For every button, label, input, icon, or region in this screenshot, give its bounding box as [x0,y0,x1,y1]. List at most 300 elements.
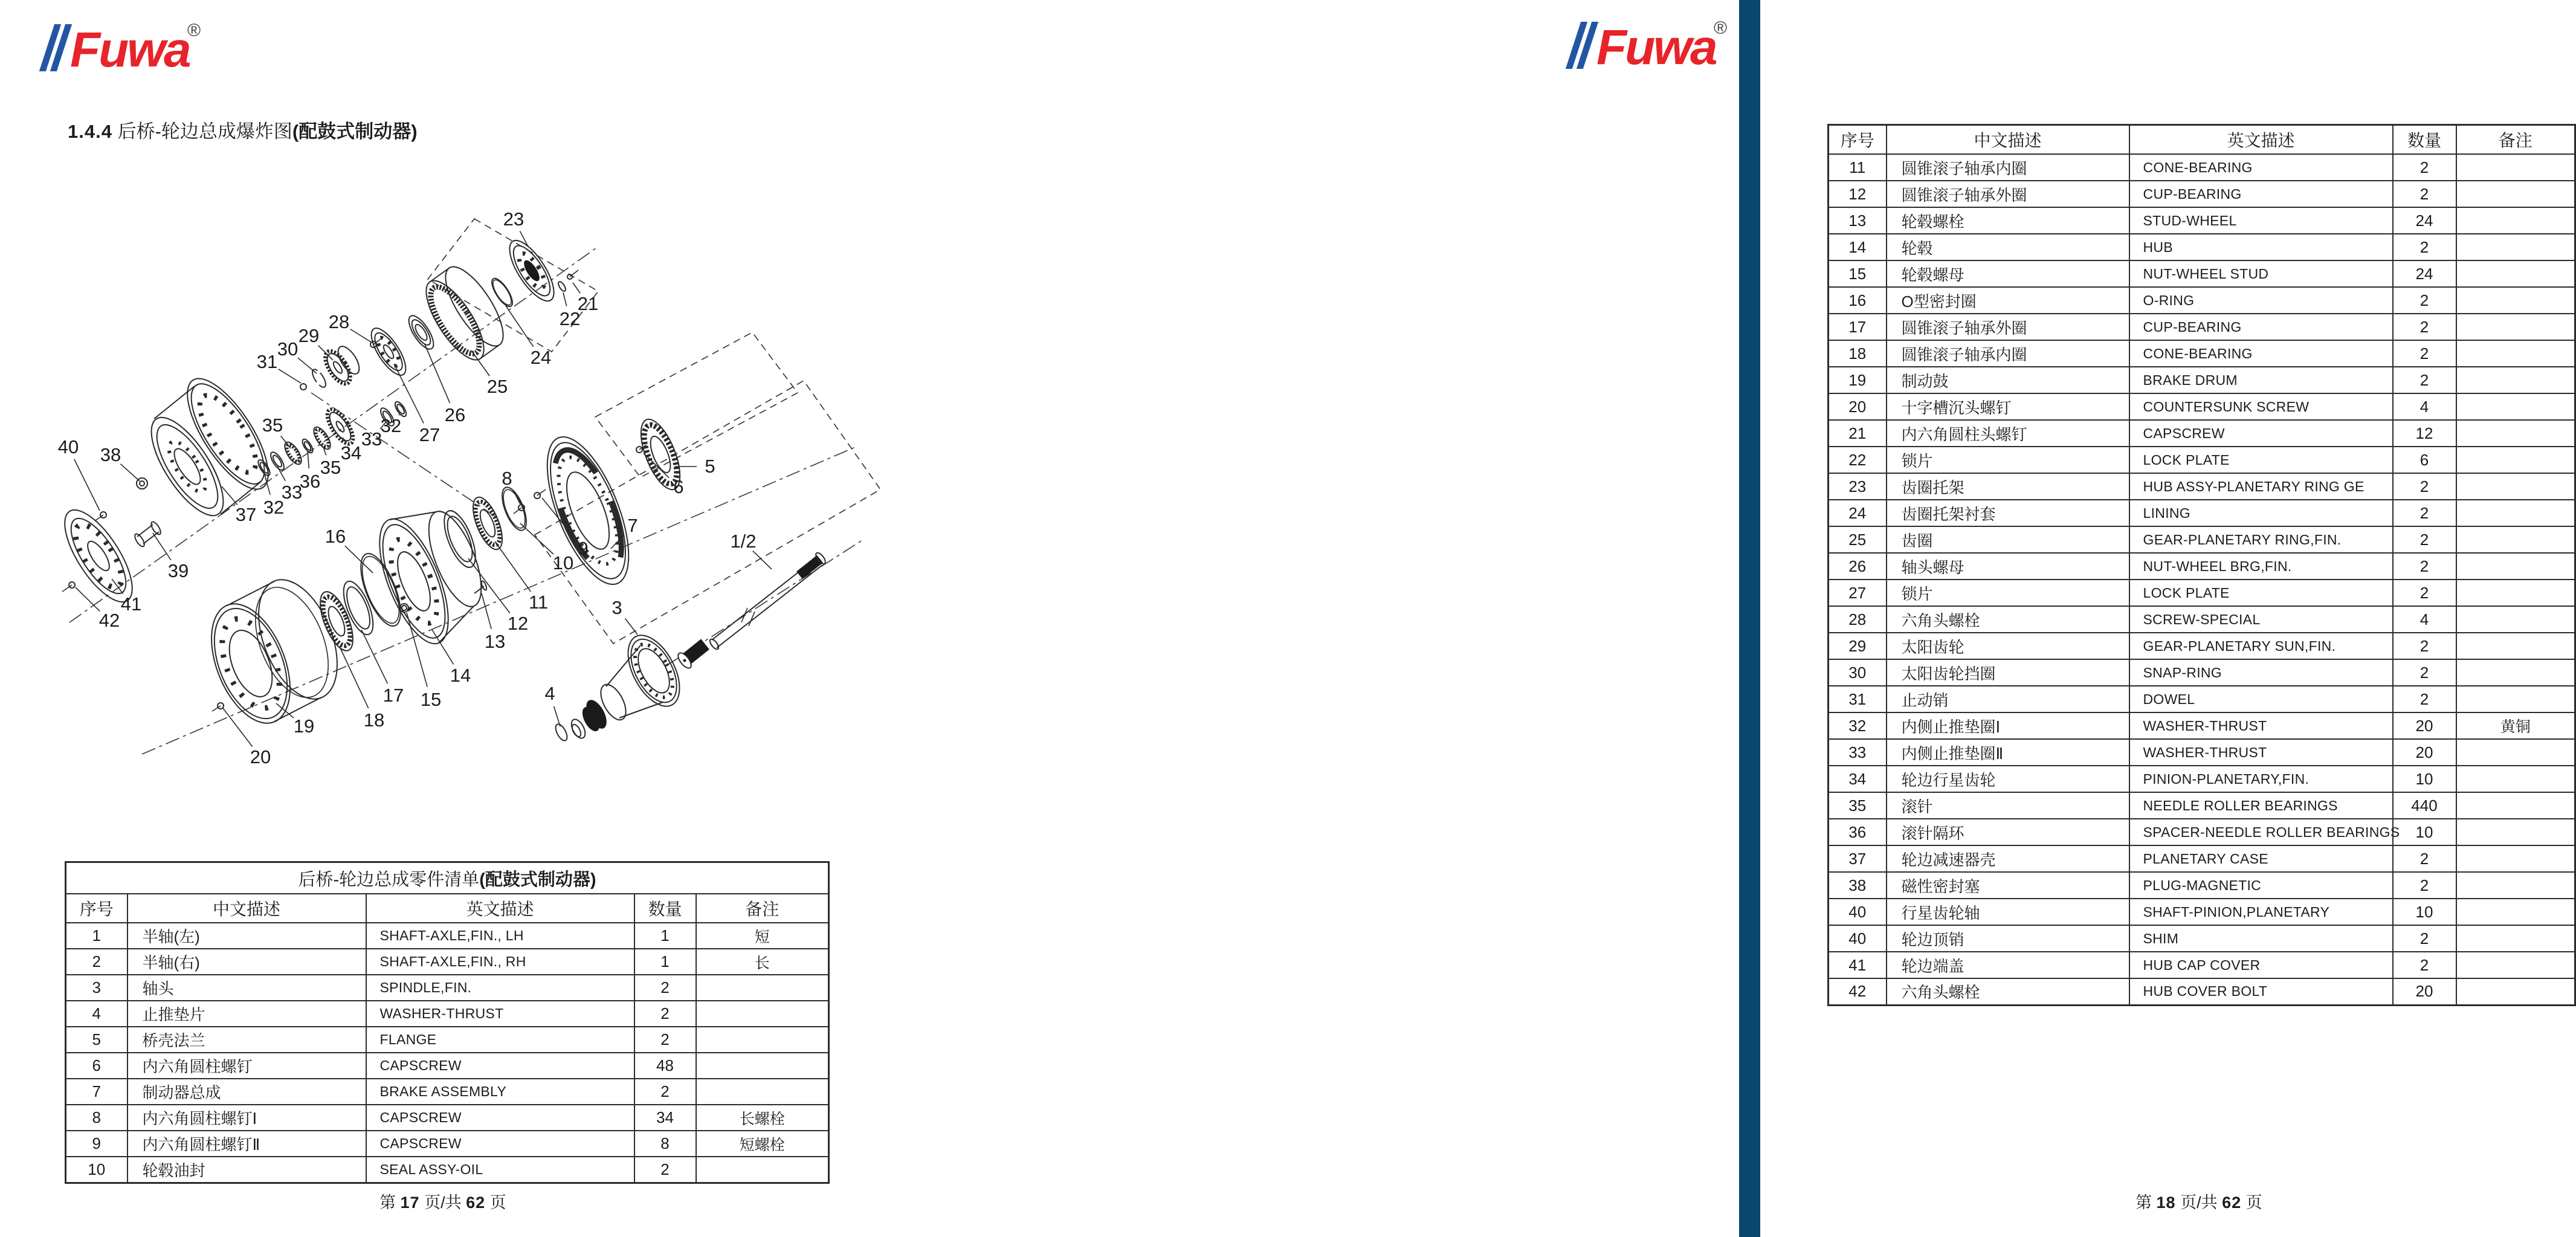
table-cell: 21 [1829,420,1887,447]
table-row [1829,925,2575,952]
table-cell: CONE-BEARING [2129,154,2393,181]
table-cell: GEAR-PLANETARY RING,FIN. [2129,526,2393,553]
callout-number: 28 [328,311,350,332]
table-cell: 轮边端盖 [1887,952,2129,978]
table-cell [2456,819,2575,845]
table-cell: CAPSCREW [366,1131,634,1157]
table-row [1829,367,2575,393]
table-row [1829,580,2575,606]
table-row [1829,393,2575,420]
table-cell: 轮毂螺母 [1887,260,2129,287]
callout-number: 21 [577,293,599,314]
table-cell: DOWEL [2129,686,2393,712]
callout-leader [74,459,100,511]
callout-number: 35 [320,457,341,478]
callout-number: 39 [167,560,189,581]
table-cell: CUP-BEARING [2129,181,2393,207]
callout-leader [120,464,140,481]
table-cell: 12 [2393,420,2456,447]
table-cell [696,975,829,1001]
table-cell: 3 [66,975,128,1001]
table-cell: 5 [66,1027,128,1053]
table-cell: 10 [2393,766,2456,792]
table-cell: 2 [2393,181,2456,207]
table-body [66,923,829,1183]
callout-number: 35 [262,415,283,436]
table-row [1829,899,2575,925]
table-cell [2456,925,2575,952]
table-cell: 2 [2393,659,2456,686]
callout-number: 18 [363,709,385,731]
callout-number: 22 [559,308,581,329]
callout-number: 11 [528,592,549,613]
table-cell [2456,952,2575,978]
table-cell: 9 [66,1131,128,1157]
footer-text: 第 [379,1193,401,1212]
table-cell: WASHER-THRUST [2129,739,2393,766]
callout-leader [298,358,317,373]
table-row [66,1079,829,1105]
table-cell: 1 [634,923,696,949]
table-cell [2456,207,2575,234]
table-row [66,1053,829,1079]
table-cell: 4 [66,1001,128,1027]
page-17 [0,0,880,1237]
callout-leader [345,546,373,573]
table-cell: 滚针 [1887,792,2129,819]
table-cell: CAPSCREW [366,1053,634,1079]
table-cell: 8 [66,1105,128,1131]
table-cell: 内侧止推垫圈Ⅱ [1887,739,2129,766]
callout-leader [520,523,554,554]
table-cell: 34 [1829,766,1887,792]
table-row [1829,420,2575,447]
table-cell [696,1079,829,1105]
table-cell: 37 [1829,845,1887,872]
table-header-row [1829,125,2575,155]
table-cell: 桥壳法兰 [128,1027,366,1053]
table-cell: NUT-WHEEL STUD [2129,260,2393,287]
callout-leader [495,541,531,592]
table-cell: O型密封圈 [1887,287,2129,314]
table-cell: SCREW-SPECIAL [2129,606,2393,633]
table-cell [2456,553,2575,580]
table-cell: 40 [1829,899,1887,925]
callout-leader [625,618,638,635]
table-cell: 2 [634,1157,696,1183]
table-cell: HUB CAP COVER [2129,952,2393,978]
callout-leader [361,630,387,683]
callout-leader [350,329,371,342]
table-cell: 磁性密封塞 [1887,872,2129,899]
table-row [1829,526,2575,553]
table-cell [2456,420,2575,447]
table-cell: 十字槽沉头螺钉 [1887,393,2129,420]
table-cell [696,1157,829,1183]
table-cell: FLANGE [366,1027,634,1053]
table-row [66,923,829,949]
exploded-diagram [51,181,885,888]
table-row [1829,792,2575,819]
table-cell: 440 [2393,792,2456,819]
section-title [68,116,418,143]
callout-number: 10 [552,552,574,573]
table-cell: 33 [1829,739,1887,766]
table-cell: 22 [1829,447,1887,473]
table-cell: 8 [634,1131,696,1157]
table-cell [2456,978,2575,1005]
footer-text: 第 [2135,1193,2157,1212]
table-cell [2456,739,2575,766]
table-cell: 轮边行星齿轮 [1887,766,2129,792]
callout-leader [223,708,253,747]
table-row [1829,154,2575,181]
table-cell: 六角头螺栓 [1887,606,2129,633]
callout-number: 15 [420,689,442,710]
section-title-text: 后桥-轮边总成爆炸图 [112,121,292,142]
table-cell [2456,447,2575,473]
table-cell: STUD-WHEEL [2129,207,2393,234]
logo-slashes-icon [39,24,72,71]
phantom-box [595,332,798,477]
table-cell: 2 [2393,340,2456,367]
table-cell: SHAFT-AXLE,FIN., LH [366,923,634,949]
table-cell: 29 [1829,633,1887,659]
table-cell: 锁片 [1887,447,2129,473]
table-cell: 2 [2393,314,2456,340]
page-footer [379,1189,506,1213]
table-title-text: 后桥-轮边总成零件清单 [298,870,480,890]
table-cell [2456,845,2575,872]
callout-number: 13 [484,631,506,652]
table-cell: 6 [2393,447,2456,473]
col-header-qty: 数量 [634,894,696,923]
table-row [1829,553,2575,580]
registered-mark: ® [187,21,201,40]
table-cell: 2 [2393,553,2456,580]
table-cell: 24 [1829,500,1887,526]
table-cell: 滚针隔环 [1887,819,2129,845]
table-cell: 42 [1829,978,1887,1005]
table-cell: 20 [1829,393,1887,420]
parts-table-1-10 [65,861,830,1184]
callout-number: 20 [250,746,271,767]
col-header-qty: 数量 [2393,125,2456,155]
table-cell [2456,766,2575,792]
table-cell: 2 [2393,367,2456,393]
table-cell: 2 [2393,526,2456,553]
table-cell [2456,181,2575,207]
table-cell: 圆锥滚子轴承内圈 [1887,154,2129,181]
callout-number: 4 [544,683,555,704]
table-row [66,1131,829,1157]
table-cell: LOCK PLATE [2129,580,2393,606]
table-cell [2456,580,2575,606]
table-title-bold: (配鼓式制动器) [479,870,596,890]
table-cell: HUB ASSY-PLANETARY RING GE [2129,473,2393,500]
table-cell: BRAKE ASSEMBLY [366,1079,634,1105]
table-row [66,1157,829,1183]
table-cell: 2 [66,949,128,975]
callout-number: 33 [361,428,383,450]
table-cell: LOCK PLATE [2129,447,2393,473]
table-cell: 2 [2393,580,2456,606]
table-row [1829,766,2575,792]
col-header-remark: 备注 [696,894,829,923]
part-planetary-case [138,367,283,526]
footer-text: 页/共 [2175,1193,2223,1212]
callout-number: 24 [530,347,552,368]
table-cell: 20 [2393,978,2456,1005]
col-header-chinese: 中文描述 [128,894,366,923]
table-cell: 内六角圆柱螺钉Ⅰ [128,1105,366,1131]
table-cell: 30 [1829,659,1887,686]
callout-leader [542,498,575,538]
table-row [1829,340,2575,367]
table-row [1829,287,2575,314]
table-cell: 40 [1829,925,1887,952]
table-cell: 2 [634,975,696,1001]
table-cell [2456,899,2575,925]
table-cell: 10 [66,1157,128,1183]
table-cell: 六角头螺栓 [1887,978,2129,1005]
table-cell: 齿圈托架衬套 [1887,500,2129,526]
callout-leader [222,486,237,505]
table-cell: 内六角圆柱头螺钉 [1887,420,2129,447]
col-header-index: 序号 [1829,125,1887,155]
callout-number: 1/2 [730,531,757,552]
diagram-callouts [58,208,772,767]
table-cell [696,1027,829,1053]
table-cell: 半轴(左) [128,923,366,949]
table-row [66,1001,829,1027]
table-cell: 17 [1829,314,1887,340]
table-cell: 28 [1829,606,1887,633]
table-cell: 太阳齿轮挡圈 [1887,659,2129,686]
callout-number: 42 [98,610,120,631]
part-lock-plate-carrier [365,323,412,380]
callout-leader [394,364,424,423]
table-cell: 短螺栓 [696,1131,829,1157]
table-cell: 10 [2393,819,2456,845]
table-cell [2456,792,2575,819]
table-header-row [66,894,829,923]
page-18 [880,0,2532,1237]
table-cell: 7 [66,1079,128,1105]
table-cell: SNAP-RING [2129,659,2393,686]
table-row [1829,659,2575,686]
table-cell: 10 [2393,899,2456,925]
callout-number: 38 [100,444,121,465]
table-row [1829,739,2575,766]
callout-number: 23 [503,208,525,230]
callout-leader [407,613,427,687]
phantom-box [535,381,880,644]
table-cell: 31 [1829,686,1887,712]
table-cell: 38 [1829,872,1887,899]
col-header-english: 英文描述 [366,894,634,923]
table-cell: BRAKE DRUM [2129,367,2393,393]
callout-number: 41 [120,593,142,615]
callout-leader [425,344,450,403]
table-cell [2456,287,2575,314]
table-cell: 2 [2393,845,2456,872]
table-row [1829,952,2575,978]
table-cell: 短 [696,923,829,949]
table-cell: 制动器总成 [128,1079,366,1105]
table-cell: 轴头 [128,975,366,1001]
table-cell [2456,367,2575,393]
table-cell: HUB COVER BOLT [2129,978,2393,1005]
callout-leader [308,451,309,468]
table-row [1829,207,2575,234]
table-cell: SHIM [2129,925,2393,952]
table-cell: SPINDLE,FIN. [366,975,634,1001]
table-cell: 止推垫片 [128,1001,366,1027]
callout-number: 34 [340,442,362,463]
table-row [1829,181,2575,207]
table-cell: CAPSCREW [366,1105,634,1131]
callout-number: 25 [486,376,508,397]
table-cell: 内六角圆柱螺钉 [128,1053,366,1079]
table-cell: 2 [2393,287,2456,314]
callout-number: 8 [502,468,512,489]
table-cell: 圆锥滚子轴承外圈 [1887,181,2129,207]
table-cell: 24 [2393,260,2456,287]
table-cell: 2 [2393,925,2456,952]
table-cell: 24 [2393,207,2456,234]
callout-leader [76,587,100,612]
table-cell: 轮边减速器壳 [1887,845,2129,872]
table-row [1829,686,2575,712]
callout-leader [573,283,580,293]
table-cell [2456,260,2575,287]
logo-slashes-icon [1566,22,1598,69]
table-cell: 2 [2393,872,2456,899]
table-cell [2456,340,2575,367]
table-cell: 2 [2393,234,2456,260]
callout-number: 6 [673,476,684,497]
table-cell: 2 [2393,686,2456,712]
table-cell: 19 [1829,367,1887,393]
part-spindle [569,627,690,741]
callout-leader [520,231,528,247]
table-cell: 26 [1829,553,1887,580]
table-cell: GEAR-PLANETARY SUN,FIN. [2129,633,2393,659]
table-cell: NEEDLE ROLLER BEARINGS [2129,792,2393,819]
phantom-box [428,219,598,352]
table-cell: 止动销 [1887,686,2129,712]
table-row [1829,872,2575,899]
table-cell: O-RING [2129,287,2393,314]
table-cell: 6 [66,1053,128,1079]
table-cell: LINING [2129,500,2393,526]
table-row [1829,473,2575,500]
callout-number: 33 [281,482,303,503]
table-cell: 齿圈 [1887,526,2129,553]
col-header-index: 序号 [66,894,128,923]
table-cell [2456,473,2575,500]
table-cell [2456,500,2575,526]
table-cell: 锁片 [1887,580,2129,606]
table-row [66,1105,829,1131]
callout-number: 31 [256,351,278,372]
table-cell [696,1053,829,1079]
col-header-english: 英文描述 [2129,125,2393,155]
table-row [66,975,829,1001]
logo-text: Fuwa [70,22,190,77]
callout-number: 29 [298,325,320,346]
table-cell: WASHER-THRUST [366,1001,634,1027]
table-cell: 长螺栓 [696,1105,829,1131]
table-cell [2456,872,2575,899]
callout-number: 27 [419,424,441,445]
callout-number: 19 [293,715,315,737]
table-cell [2456,633,2575,659]
table-cell: COUNTERSUNK SCREW [2129,393,2393,420]
callout-leader [340,647,369,708]
exploded-diagram-svg [51,181,885,888]
fuwa-logo [35,13,216,80]
table-row [66,949,829,975]
table-cell: 27 [1829,580,1887,606]
table-row [66,1027,829,1053]
footer-page-number: 17 [400,1193,420,1212]
callout-number: 26 [444,404,466,425]
table-row [1829,606,2575,633]
table-cell: 2 [634,1001,696,1027]
table-cell: 13 [1829,207,1887,234]
table-cell: 2 [634,1079,696,1105]
table-cell: HUB [2129,234,2393,260]
table-cell: 制动鼓 [1887,367,2129,393]
table-cell: 行星齿轮轴 [1887,899,2129,925]
footer-total-pages: 62 [2222,1193,2242,1212]
table-cell: 34 [634,1105,696,1131]
table-cell: 半轴(右) [128,949,366,975]
table-cell: 太阳齿轮 [1887,633,2129,659]
table-title-row [66,862,829,894]
table-cell: 4 [2393,393,2456,420]
callout-number: 12 [507,613,529,634]
callout-number: 3 [612,597,622,618]
table-cell: PINION-PLANETARY,FIN. [2129,766,2393,792]
table-cell: 圆锥滚子轴承内圈 [1887,340,2129,367]
table-cell: 23 [1829,473,1887,500]
table-cell [2456,686,2575,712]
table-cell: 25 [1829,526,1887,553]
callout-number: 9 [578,538,589,559]
table-row [1829,314,2575,340]
callout-leader [432,630,453,664]
table-cell: 41 [1829,952,1887,978]
table-cell: 2 [2393,952,2456,978]
table-cell: 圆锥滚子轴承外圈 [1887,314,2129,340]
table-cell: 2 [2393,500,2456,526]
callout-number: 17 [383,685,404,706]
table-cell: PLANETARY CASE [2129,845,2393,872]
table-cell: 48 [634,1053,696,1079]
table-cell: 20 [2393,712,2456,739]
table-cell [2456,234,2575,260]
table-cell: 12 [1829,181,1887,207]
col-header-chinese: 中文描述 [1887,125,2129,155]
binding-edge-strip [1739,0,1760,1237]
callout-leader [482,593,491,629]
callout-number: 16 [324,526,346,547]
table-cell: 内侧止推垫圈Ⅰ [1887,712,2129,739]
table-cell: SEAL ASSY-OIL [366,1157,634,1183]
